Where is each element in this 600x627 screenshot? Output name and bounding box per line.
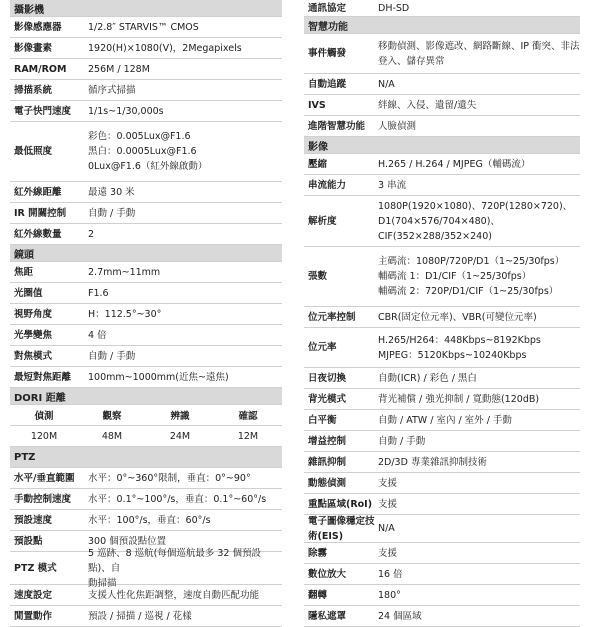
spec-row bbox=[10, 304, 282, 325]
spec-value bbox=[376, 410, 580, 430]
spec-row bbox=[304, 307, 580, 328]
dori-cell: 24M bbox=[169, 430, 191, 442]
spec-label: 雜訊抑制 bbox=[308, 456, 347, 468]
section-header: 智慧功能 bbox=[304, 17, 580, 34]
spec-value bbox=[376, 154, 580, 174]
spec-row bbox=[304, 564, 580, 585]
spec-row bbox=[10, 262, 282, 283]
spec-value bbox=[376, 0, 580, 16]
spec-value bbox=[86, 17, 282, 37]
spec-label: 事件觸發 bbox=[308, 48, 347, 59]
spec-value-line: CIF(352×288/352×240) bbox=[378, 230, 492, 242]
spec-value bbox=[376, 585, 580, 605]
spec-value-line: 自動 / 手動 bbox=[88, 350, 136, 362]
spec-row bbox=[304, 431, 580, 452]
spec-value bbox=[86, 224, 282, 244]
spec-row bbox=[304, 368, 580, 389]
spec-value-line: 2.7mm~11mm bbox=[88, 266, 161, 278]
spec-label: 白平衡 bbox=[308, 414, 337, 426]
spec-value-line: H.265 / H.264 / MJPEG（輔碼流） bbox=[378, 158, 531, 170]
spec-value-line: 預設 / 掃描 / 巡視 / 花樣 bbox=[88, 610, 192, 622]
section-header: 影像 bbox=[304, 137, 580, 154]
spec-row bbox=[304, 34, 580, 74]
spec-row bbox=[10, 510, 282, 531]
spec-value-line: 1/2.8″ STARVIS™ CMOS bbox=[88, 21, 199, 33]
spec-row bbox=[10, 283, 282, 304]
spec-label: 焦距 bbox=[14, 266, 34, 278]
spec-row bbox=[304, 410, 580, 431]
dori-cell: 偵測 bbox=[34, 411, 54, 422]
dori-cell: 觀察 bbox=[102, 411, 122, 422]
dori-cell: 120M bbox=[30, 430, 58, 442]
spec-value bbox=[376, 543, 580, 563]
spec-row bbox=[10, 224, 282, 245]
spec-label: 紅外線數量 bbox=[14, 228, 62, 240]
spec-value-line: 300 個預設點位置 bbox=[88, 535, 167, 547]
spec-value-line: 支援 bbox=[378, 547, 398, 559]
spec-value-line: 登入、儲存異常 bbox=[378, 55, 445, 67]
spec-row bbox=[304, 74, 580, 95]
spec-label: 串流能力 bbox=[308, 179, 347, 191]
spec-value bbox=[376, 368, 580, 388]
spec-row bbox=[10, 101, 282, 122]
spec-value bbox=[376, 564, 580, 584]
dori-cell: 12M bbox=[237, 430, 259, 442]
spec-value-line: 背光補償 / 強光抑制 / 寬動態(120dB) bbox=[378, 393, 540, 405]
spec-label: 重點區域(RoI) bbox=[308, 498, 373, 510]
spec-value-line: 1080P(1920×1080)、720P(1280×720)、 bbox=[378, 200, 573, 212]
spec-label: 進階智慧功能 bbox=[308, 120, 366, 132]
spec-label: 日夜切換 bbox=[308, 372, 347, 384]
spec-value bbox=[376, 452, 580, 472]
spec-row bbox=[304, 175, 580, 196]
spec-value-line: D1(704×576/704×480)、 bbox=[378, 215, 500, 227]
left-column bbox=[10, 0, 282, 627]
spec-value bbox=[376, 116, 580, 136]
spec-value bbox=[86, 606, 282, 626]
spec-label: 解析度 bbox=[308, 215, 337, 227]
spec-label: 位元率 bbox=[308, 342, 337, 353]
spec-row bbox=[304, 606, 580, 627]
spec-label: IVS bbox=[308, 99, 326, 111]
spec-value bbox=[86, 468, 282, 488]
spec-label: 自動追蹤 bbox=[308, 78, 347, 90]
section-header: 鏡頭 bbox=[10, 245, 282, 262]
spec-value bbox=[376, 247, 580, 306]
right-column bbox=[304, 0, 580, 627]
spec-value-line: 0Lux@F1.6（紅外線啟動） bbox=[88, 161, 208, 172]
spec-value bbox=[376, 95, 580, 115]
spec-value bbox=[86, 346, 282, 366]
section-header: DORI 距離 bbox=[10, 388, 282, 405]
spec-label: 位元率控制 bbox=[308, 311, 356, 323]
spec-value bbox=[86, 262, 282, 282]
spec-label: 張數 bbox=[308, 271, 328, 282]
spec-row bbox=[10, 489, 282, 510]
spec-row bbox=[304, 494, 580, 515]
spec-row bbox=[10, 585, 282, 606]
spec-row bbox=[304, 116, 580, 137]
spec-row bbox=[304, 0, 580, 17]
spec-value-line: DH-SD bbox=[378, 2, 410, 14]
spec-label: 最低照度 bbox=[14, 146, 53, 157]
spec-label: 電子圖像穩定技術(EIS) bbox=[308, 515, 375, 542]
spec-value-line: H：112.5°~30° bbox=[88, 308, 162, 320]
spec-label: 背光模式 bbox=[308, 393, 347, 405]
spec-label: 隱私遮罩 bbox=[308, 610, 347, 622]
spec-value bbox=[86, 80, 282, 100]
spec-value-line: 水平：0.1°~100°/s，垂直：0.1°~60°/s bbox=[88, 493, 267, 505]
spec-label: 光學變焦 bbox=[14, 329, 53, 341]
spec-label: 預設點 bbox=[14, 535, 43, 547]
spec-value bbox=[86, 59, 282, 79]
spec-value-line: 自動 / 手動 bbox=[88, 207, 136, 219]
spec-value-line: 主碼流：1080P/720P/D1（1~25/30fps） bbox=[378, 256, 565, 267]
spec-row bbox=[304, 515, 580, 543]
spec-value-line: 最遠 30 米 bbox=[88, 186, 135, 198]
spec-row bbox=[304, 154, 580, 175]
spec-value-line: 絆線、入侵、遺留/遺失 bbox=[378, 99, 477, 111]
spec-value-line: 256M / 128M bbox=[88, 63, 150, 75]
spec-value bbox=[376, 74, 580, 94]
spec-value-line: 自動 / ATW / 室內 / 室外 / 手動 bbox=[378, 414, 512, 426]
spec-row bbox=[304, 452, 580, 473]
spec-value bbox=[86, 203, 282, 223]
spec-value-line: 彩色：0.005Lux@F1.6 bbox=[88, 131, 191, 142]
spec-row bbox=[10, 325, 282, 346]
spec-value bbox=[86, 101, 282, 121]
spec-value-line: 支援人性化焦距調整，速度自動匹配功能 bbox=[88, 589, 260, 601]
spec-value bbox=[376, 389, 580, 409]
dori-cell: 48M bbox=[101, 430, 123, 442]
spec-value bbox=[376, 175, 580, 195]
spec-row bbox=[10, 468, 282, 489]
spec-row bbox=[10, 38, 282, 59]
spec-row bbox=[304, 585, 580, 606]
spec-value-line: 1/1s~1/30,000s bbox=[88, 105, 164, 117]
spec-value-line: F1.6 bbox=[88, 287, 109, 299]
spec-value bbox=[86, 585, 282, 605]
spec-row bbox=[10, 80, 282, 101]
spec-value-line: CBR(固定位元率)、VBR(可變位元率) bbox=[378, 311, 537, 323]
spec-row bbox=[10, 367, 282, 388]
spec-value bbox=[86, 367, 282, 387]
spec-label: 除霧 bbox=[308, 547, 328, 559]
section-header: PTZ bbox=[10, 447, 282, 468]
dori-header-row bbox=[10, 405, 282, 426]
spec-value-line: 循序式掃描 bbox=[88, 84, 136, 96]
section-header: 攝影機 bbox=[10, 0, 282, 17]
spec-row bbox=[10, 182, 282, 203]
spec-label: IR 開關控制 bbox=[14, 207, 67, 219]
spec-value-line: 16 倍 bbox=[378, 568, 403, 580]
spec-value bbox=[86, 122, 282, 181]
spec-row bbox=[10, 122, 282, 182]
spec-row bbox=[304, 328, 580, 368]
spec-value bbox=[376, 494, 580, 514]
spec-label: RAM/ROM bbox=[14, 63, 67, 75]
spec-value bbox=[376, 431, 580, 451]
spec-value-line: 支援 bbox=[378, 498, 398, 510]
spec-value-line: 黑白：0.0005Lux@F1.6 bbox=[88, 146, 197, 157]
spec-value bbox=[86, 38, 282, 58]
spec-row bbox=[304, 196, 580, 247]
spec-value-line: 人臉偵測 bbox=[378, 120, 417, 132]
spec-value bbox=[376, 34, 580, 73]
spec-value-line: 移動偵測、影像遮改、網路斷線、IP 衝突、非法 bbox=[378, 40, 580, 52]
spec-row bbox=[10, 203, 282, 224]
spec-label: 紅外線距離 bbox=[14, 186, 62, 198]
spec-label: 手動控制速度 bbox=[14, 493, 72, 505]
spec-label: 速度設定 bbox=[14, 589, 53, 601]
spec-value-line: 5 巡跡、8 巡航(每個巡航最多 32 個預設點)、自 bbox=[88, 547, 261, 574]
spec-value-line: 動掃描 bbox=[88, 577, 117, 589]
spec-value bbox=[86, 510, 282, 530]
spec-value-line: MJPEG：5120Kbps~10240Kbps bbox=[378, 349, 527, 361]
spec-label: 通訊協定 bbox=[308, 2, 347, 14]
spec-row bbox=[304, 389, 580, 410]
spec-label: 壓縮 bbox=[308, 158, 328, 170]
spec-row bbox=[10, 606, 282, 627]
spec-row bbox=[10, 547, 282, 589]
spec-value bbox=[376, 196, 580, 246]
spec-label: 視野角度 bbox=[14, 308, 53, 320]
spec-label: 對焦模式 bbox=[14, 350, 53, 362]
spec-label: 翻轉 bbox=[308, 589, 328, 601]
spec-value bbox=[86, 547, 282, 589]
spec-value bbox=[86, 304, 282, 324]
spec-value-line: 水平：0°~360°限制，垂直：0°~90° bbox=[88, 472, 251, 484]
spec-value-line: 2D/3D 專業雜訊抑制技術 bbox=[378, 456, 487, 468]
dori-cell: 辨識 bbox=[170, 411, 190, 422]
spec-value bbox=[376, 307, 580, 327]
spec-value-line: 3 串流 bbox=[378, 179, 407, 191]
spec-value-line: 2 bbox=[88, 228, 95, 240]
spec-value-line: 自動 / 手動 bbox=[378, 435, 426, 447]
spec-value bbox=[86, 325, 282, 345]
spec-value-line: N/A bbox=[378, 78, 395, 90]
spec-value bbox=[86, 489, 282, 509]
spec-label: 閒置動作 bbox=[14, 610, 53, 622]
spec-value-line: 4 倍 bbox=[88, 329, 107, 341]
dori-value-row bbox=[10, 426, 282, 447]
spec-row bbox=[10, 59, 282, 80]
spec-value-line: 1920(H)×1080(V)，2Megapixels bbox=[88, 42, 242, 54]
spec-value-line: 水平：100°/s，垂直：60°/s bbox=[88, 514, 211, 526]
spec-label: 光圈值 bbox=[14, 287, 43, 299]
spec-label: 影像畫素 bbox=[14, 42, 53, 54]
spec-row bbox=[304, 473, 580, 494]
spec-label: 掃描系統 bbox=[14, 84, 53, 96]
spec-value bbox=[376, 473, 580, 493]
spec-label: 預設速度 bbox=[14, 514, 53, 526]
spec-value bbox=[376, 515, 580, 542]
spec-value-line: H.265/H264：448Kbps~8192Kbps bbox=[378, 334, 541, 346]
spec-label: 最短對焦距離 bbox=[14, 371, 72, 383]
spec-label: 電子快門速度 bbox=[14, 105, 72, 117]
spec-row bbox=[304, 95, 580, 116]
spec-value bbox=[376, 606, 580, 626]
spec-value-line: 24 個區域 bbox=[378, 610, 422, 622]
spec-value bbox=[86, 182, 282, 202]
spec-value-line: 100mm~1000mm(近焦~遠焦) bbox=[88, 371, 229, 383]
spec-row bbox=[304, 543, 580, 564]
spec-row bbox=[304, 247, 580, 307]
spec-label: 動態偵測 bbox=[308, 477, 347, 489]
spec-value-line: 輔碼流 1：D1/CIF（1~25/30fps） bbox=[378, 271, 532, 282]
spec-label: 增益控制 bbox=[308, 435, 347, 447]
spec-label: 影像感應器 bbox=[14, 21, 62, 33]
spec-value bbox=[86, 283, 282, 303]
spec-label: 水平/垂直範圍 bbox=[14, 472, 75, 484]
spec-label: PTZ 模式 bbox=[14, 562, 57, 574]
spec-value bbox=[376, 328, 580, 367]
spec-row bbox=[10, 17, 282, 38]
spec-value-line: 支援 bbox=[378, 477, 398, 489]
spec-value-line: 輔碼流 2：720P/D1/CIF（1~25/30fps） bbox=[378, 286, 559, 297]
spec-value-line: 自動(ICR) / 彩色 / 黑白 bbox=[378, 372, 477, 384]
spec-row bbox=[10, 346, 282, 367]
spec-value-line: 180° bbox=[378, 589, 401, 601]
spec-label: 數位放大 bbox=[308, 568, 347, 580]
dori-cell: 確認 bbox=[238, 411, 258, 422]
spec-value-line: N/A bbox=[378, 523, 395, 534]
